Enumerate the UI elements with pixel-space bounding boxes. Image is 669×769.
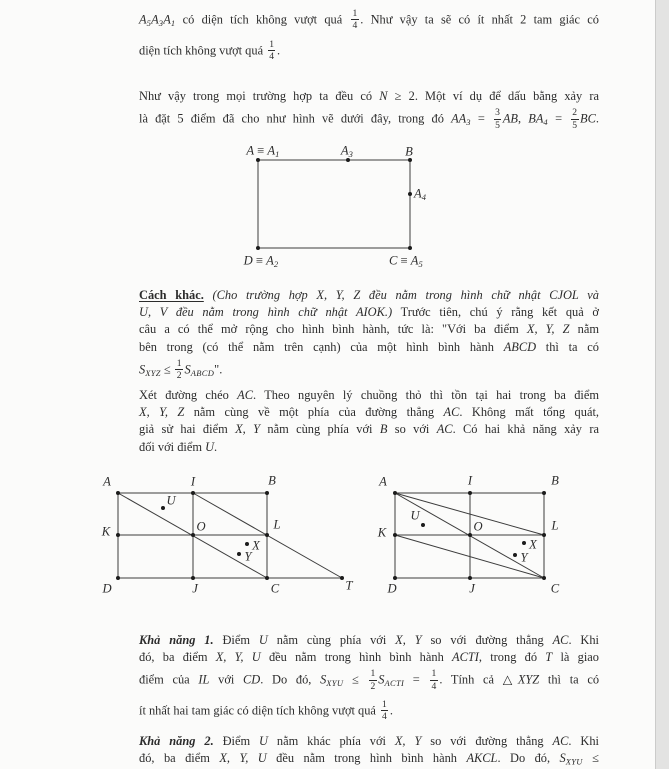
point-I xyxy=(468,491,472,495)
point-A xyxy=(116,491,120,495)
text-run: Xét đường chéo xyxy=(139,388,238,402)
text-run: J xyxy=(192,581,198,596)
text-run: A xyxy=(246,143,255,158)
point-K xyxy=(393,533,397,537)
diagram-case1-ACTI-label-A xyxy=(103,476,111,489)
para-kha-nang-1 xyxy=(139,632,599,728)
text-run: AC xyxy=(237,388,254,402)
text-line xyxy=(139,6,599,37)
point-X xyxy=(522,541,526,545)
text-run: nằm cùng phía với xyxy=(260,422,380,437)
subscript: 3 xyxy=(158,18,164,29)
text-run: Cách khác. xyxy=(139,288,204,302)
text-run: . xyxy=(276,43,281,58)
text-run: so với đường thẳng xyxy=(421,633,553,647)
text-run: S xyxy=(378,673,385,688)
text-run: S xyxy=(320,673,327,688)
text-run: U xyxy=(258,633,268,647)
text-run: đối với điểm xyxy=(139,439,206,454)
text-run: đó, ba điểm xyxy=(139,650,216,665)
diagram-case1-ACTI-label-D xyxy=(102,583,111,596)
text-run: S xyxy=(184,362,191,377)
text-run: AIOK xyxy=(355,305,385,320)
fraction: $\frac{1}{4}$ xyxy=(352,8,358,32)
text-run: S xyxy=(139,362,146,377)
fraction: $\frac{3}{5}$ xyxy=(495,107,500,131)
text-run: đều nằm trong hình bình hành xyxy=(266,751,467,766)
text-run: U xyxy=(259,734,268,748)
text-run: C xyxy=(388,253,398,268)
text-run: U xyxy=(205,439,215,454)
text-run: ≤ xyxy=(160,362,174,377)
diagram-case2-AKCL-label-L xyxy=(551,520,558,533)
text-run: Y xyxy=(244,549,252,564)
diagram-case2-AKCL-label-I xyxy=(468,475,472,488)
text-run: AA xyxy=(451,111,467,126)
diagram-case1-ACTI-label-Y xyxy=(244,551,251,564)
subscript: 4 xyxy=(543,117,548,128)
text-run: thì ta có xyxy=(536,339,600,354)
text-run: J xyxy=(469,581,475,596)
text-run: B xyxy=(379,422,388,437)
point-D xyxy=(256,246,260,250)
text-run: T xyxy=(545,650,553,665)
point-O xyxy=(468,533,472,537)
diagram-rectangle-5points-label-A4 xyxy=(414,188,426,201)
text-run: so với đường thẳng xyxy=(421,734,553,748)
para-example xyxy=(139,88,599,136)
text-run: B xyxy=(405,144,413,159)
text-run: CD xyxy=(243,673,261,688)
diagram-rectangle-5points-label-B xyxy=(405,146,413,159)
text-run: và xyxy=(578,288,599,302)
text-run: = xyxy=(470,111,493,126)
text-run: ≡ xyxy=(254,143,268,158)
subscript: XYU xyxy=(326,678,344,689)
para-area-conclusion xyxy=(139,6,599,67)
text-line xyxy=(139,304,599,321)
text-run: D xyxy=(387,581,397,596)
text-run: B xyxy=(268,473,276,488)
text-run: S xyxy=(559,751,566,766)
subscript: XYU xyxy=(565,756,583,767)
text-run: U, V xyxy=(139,305,168,320)
point-C xyxy=(542,576,546,580)
text-run: có diện tích không vượt quá xyxy=(175,12,350,27)
text-run: đều nằm trong hình bình hành xyxy=(260,650,453,665)
text-run: A xyxy=(139,12,147,27)
text-run: , xyxy=(518,111,529,126)
text-run: A xyxy=(266,253,274,268)
text-run: nằm xyxy=(569,322,599,337)
diagram-case2-AKCL-label-B xyxy=(551,475,559,488)
point-A xyxy=(256,158,260,162)
diagram-rectangle-5points-label-D-equiv-A2 xyxy=(244,255,279,268)
text-run: đều nằm trong hình chữ nhật xyxy=(360,288,550,302)
diagram-case2-AKCL-label-A xyxy=(379,476,387,489)
text-run: diện tích không vượt quá xyxy=(139,43,267,58)
fraction: $\frac{1}{2}$ xyxy=(176,357,182,382)
diagram-case2-AKCL-label-O xyxy=(473,521,482,534)
text-run: A xyxy=(410,253,419,268)
point-D xyxy=(116,576,120,580)
text-run: I xyxy=(467,473,473,488)
fraction: $\frac{1}{2}$ xyxy=(370,668,376,692)
text-run: X, Y xyxy=(235,422,261,437)
text-run: là đặt 5 điểm đã cho như hình vẽ dưới đây, trong đó xyxy=(139,111,452,126)
diagram-case2-AKCL xyxy=(370,470,585,600)
text-run: A xyxy=(151,12,159,27)
text-run: XYZ xyxy=(517,673,540,688)
text-run: . Tính cả △ xyxy=(439,673,518,688)
point-J xyxy=(468,576,472,580)
text-run: X, Y, Z xyxy=(139,405,185,420)
diagram-case1-ACTI-label-O xyxy=(196,521,205,534)
point-T xyxy=(340,576,344,580)
diagram-case1-ACTI-label-L xyxy=(273,519,280,532)
text-run: Y xyxy=(520,550,528,565)
text-run: Khả năng 2. xyxy=(139,734,214,748)
fraction: $\frac{2}{5}$ xyxy=(572,107,578,131)
text-run: U xyxy=(166,493,176,508)
diagram-case1-ACTI-label-I xyxy=(191,476,195,489)
text-run: . Khi xyxy=(568,734,599,748)
point-A xyxy=(393,491,397,495)
text-run: ≡ xyxy=(252,253,267,268)
text-run: ≥ 2. Một ví dụ để dấu bằng xảy ra xyxy=(387,89,599,103)
text-run: nằm cùng phía với xyxy=(267,633,396,647)
text-run: D xyxy=(243,253,253,268)
text-line xyxy=(139,404,599,421)
text-run: điểm của xyxy=(139,673,199,688)
point-C xyxy=(265,576,269,580)
text-run: X, Y, Z xyxy=(316,288,361,302)
text-line xyxy=(139,37,599,68)
diagram-case1-ACTI-label-C xyxy=(271,583,279,596)
text-run: X, Y, U xyxy=(219,751,267,766)
text-run: A xyxy=(340,143,349,158)
subscript: 4 xyxy=(421,192,427,203)
diagram-case2-AKCL-label-Y xyxy=(520,552,527,565)
text-line xyxy=(139,321,599,338)
text-run: K xyxy=(377,525,387,540)
text-run: X, Y xyxy=(394,734,422,748)
para-diagonal xyxy=(139,387,599,456)
text-run: .) xyxy=(384,305,393,320)
text-run: B xyxy=(551,473,559,488)
text-run: AC xyxy=(436,422,453,437)
point-X xyxy=(245,542,249,546)
text-run: . Có hai khả năng xảy ra xyxy=(452,422,599,437)
diagram-rectangle-5points-label-A3 xyxy=(341,145,353,158)
text-run: Điểm xyxy=(213,633,259,647)
point-K xyxy=(116,533,120,537)
diagram-case2-AKCL-label-J xyxy=(469,583,475,596)
text-run: Khả năng 1. xyxy=(139,633,214,647)
text-run: O xyxy=(473,519,483,534)
text-run: ". xyxy=(214,362,223,377)
text-run: I xyxy=(190,474,196,489)
text-line xyxy=(139,649,599,666)
fraction: $\frac{1}{4}$ xyxy=(269,38,274,62)
diagram-case1-ACTI xyxy=(95,470,365,600)
text-run: . xyxy=(214,439,218,454)
text-run: đều nằm trong hình chữ nhật xyxy=(167,305,356,320)
text-run: . Như vậy ta sẽ có ít nhất 2 tam giác có xyxy=(360,12,599,27)
text-run: = xyxy=(547,111,570,126)
text-run: A xyxy=(379,474,387,489)
text-run: Trước tiên, chú ý rằng kết quả ở xyxy=(392,305,599,320)
diagram-case1-ACTI-label-X xyxy=(252,540,260,553)
point-B xyxy=(265,491,269,495)
text-run: , trong đó xyxy=(478,650,546,665)
subscript: 3 xyxy=(348,149,354,160)
diagram-case1-ACTI-label-B xyxy=(268,475,276,488)
text-run: bên trong (có thể nằm trên cạnh) của một hình bình hành xyxy=(139,339,504,354)
text-run: là giao xyxy=(552,650,599,665)
diagram-case1-ACTI-label-U xyxy=(166,495,175,508)
text-run: D xyxy=(102,581,112,596)
text-run: X xyxy=(529,537,537,552)
point-J xyxy=(191,576,195,580)
text-run: nằm khác phía với xyxy=(268,734,395,748)
text-run: AC xyxy=(443,405,460,420)
text-run: BC xyxy=(580,111,596,126)
diagram-case1-ACTI-label-K xyxy=(102,526,110,539)
text-run: thì ta có xyxy=(539,673,600,688)
text-line xyxy=(139,287,599,304)
point-D xyxy=(393,576,397,580)
subscript: ACTI xyxy=(384,678,405,689)
point-L xyxy=(265,533,269,537)
text-line xyxy=(139,666,599,697)
text-run: . xyxy=(389,703,393,718)
text-run: AC xyxy=(552,633,569,647)
text-line xyxy=(139,88,599,105)
point-U xyxy=(161,506,165,510)
text-run: . Khi xyxy=(568,633,599,647)
text-run: . Do đó, xyxy=(260,673,321,688)
diagram-case2-AKCL-label-X xyxy=(529,539,537,552)
text-run: . Không mất tổng quát, xyxy=(459,405,599,420)
para-cach-khac xyxy=(139,287,599,386)
text-run: T xyxy=(345,578,353,593)
diagram-case1-ACTI-label-J xyxy=(192,583,198,596)
text-run: U xyxy=(410,508,420,523)
text-run: X xyxy=(252,538,260,553)
diagram-rectangle-5points xyxy=(230,143,450,273)
text-run: = xyxy=(404,673,429,688)
text-run: A xyxy=(163,12,171,27)
point-I xyxy=(191,491,195,495)
diagram-case1-ACTI-canvas xyxy=(95,470,365,600)
text-run: X, Y xyxy=(395,633,422,647)
subscript: 1 xyxy=(170,18,176,29)
text-run: CJOL xyxy=(549,288,579,302)
point-Y xyxy=(513,553,517,557)
text-run: (Cho trường hợp xyxy=(212,288,317,302)
text-run: nằm cùng về một phía của đường thẳng xyxy=(184,405,444,420)
text-run: A xyxy=(103,474,111,489)
diagram-case2-AKCL-label-D xyxy=(387,583,396,596)
text-line xyxy=(139,750,599,767)
text-run: Điểm xyxy=(213,734,260,748)
text-run: IL xyxy=(198,673,210,688)
text-run: C xyxy=(270,581,280,596)
text-run: A xyxy=(414,186,422,201)
text-run: ABCD xyxy=(503,339,537,354)
point-A4 xyxy=(408,192,412,196)
text-line xyxy=(139,339,599,356)
text-run: ≤ xyxy=(582,751,599,766)
subscript: 5 xyxy=(146,18,152,29)
text-run: đó, ba điểm xyxy=(139,751,220,766)
subscript: ABCD xyxy=(190,367,215,378)
point-B xyxy=(542,491,546,495)
diagram-case2-AKCL-label-C xyxy=(551,583,559,596)
text-run: BA xyxy=(528,111,544,126)
diagram-rectangle-5points-label-A-equiv-A1 xyxy=(246,145,279,158)
text-run: X, Y, U xyxy=(215,650,261,665)
text-run: Như vậy trong mọi trường hợp ta đều có xyxy=(139,89,380,103)
text-run: với xyxy=(209,673,244,688)
text-line xyxy=(139,439,599,456)
text-run: AB xyxy=(502,111,518,126)
text-run: A xyxy=(267,143,276,158)
text-run: ≡ xyxy=(397,253,411,268)
fraction: $\frac{1}{4}$ xyxy=(382,699,387,723)
text-run: C xyxy=(550,581,560,596)
point-Y xyxy=(237,552,241,556)
text-line xyxy=(139,733,599,750)
text-run xyxy=(204,288,213,302)
fraction: $\frac{1}{4}$ xyxy=(431,668,437,692)
text-line xyxy=(139,421,599,438)
point-U xyxy=(421,523,425,527)
diagram-rectangle-5points-label-C-equiv-A5 xyxy=(389,255,423,268)
subscript: 1 xyxy=(275,149,280,160)
subscript: 3 xyxy=(466,117,471,128)
text-line xyxy=(139,105,599,136)
text-run: O xyxy=(196,519,206,534)
text-run: L xyxy=(273,517,281,532)
text-run: K xyxy=(101,524,111,539)
text-run: AC xyxy=(552,734,569,748)
para-kha-nang-2 xyxy=(139,733,599,767)
point-L xyxy=(542,533,546,537)
subscript: 5 xyxy=(418,259,424,270)
text-run: . Do đó, xyxy=(497,751,560,766)
text-run: ACTI xyxy=(452,650,479,665)
diagram-case1-ACTI-label-T xyxy=(345,580,352,593)
subscript: 2 xyxy=(273,259,279,270)
text-run: X, Y, Z xyxy=(526,322,570,337)
text-line xyxy=(139,632,599,649)
text-run: . xyxy=(595,111,599,126)
text-line xyxy=(139,356,599,387)
text-run: câu a có thể mở rộng cho hình bình hành, tức là: "Với ba điểm xyxy=(139,322,527,337)
text-line xyxy=(139,387,599,404)
text-run: giả sử hai điểm xyxy=(139,422,236,437)
text-run: so với xyxy=(387,422,437,437)
subscript: XYZ xyxy=(145,367,161,378)
text-run: ít nhất hai tam giác có diện tích không vượt quá xyxy=(139,703,380,718)
point-O xyxy=(191,533,195,537)
text-run: AKCL xyxy=(466,751,498,766)
text-line xyxy=(139,697,599,728)
text-run: . Theo nguyên lý chuồng thỏ thì tồn tại hai trong ba điểm xyxy=(253,388,599,402)
point-C xyxy=(408,246,412,250)
text-run: L xyxy=(551,518,559,533)
diagram-case2-AKCL-canvas xyxy=(370,470,585,600)
diagram-case2-AKCL-label-U xyxy=(410,510,419,523)
text-run: ≤ xyxy=(343,673,368,688)
diagram-case2-AKCL-label-K xyxy=(378,527,386,540)
text-run: N xyxy=(379,89,388,103)
page-right-edge xyxy=(655,0,669,769)
